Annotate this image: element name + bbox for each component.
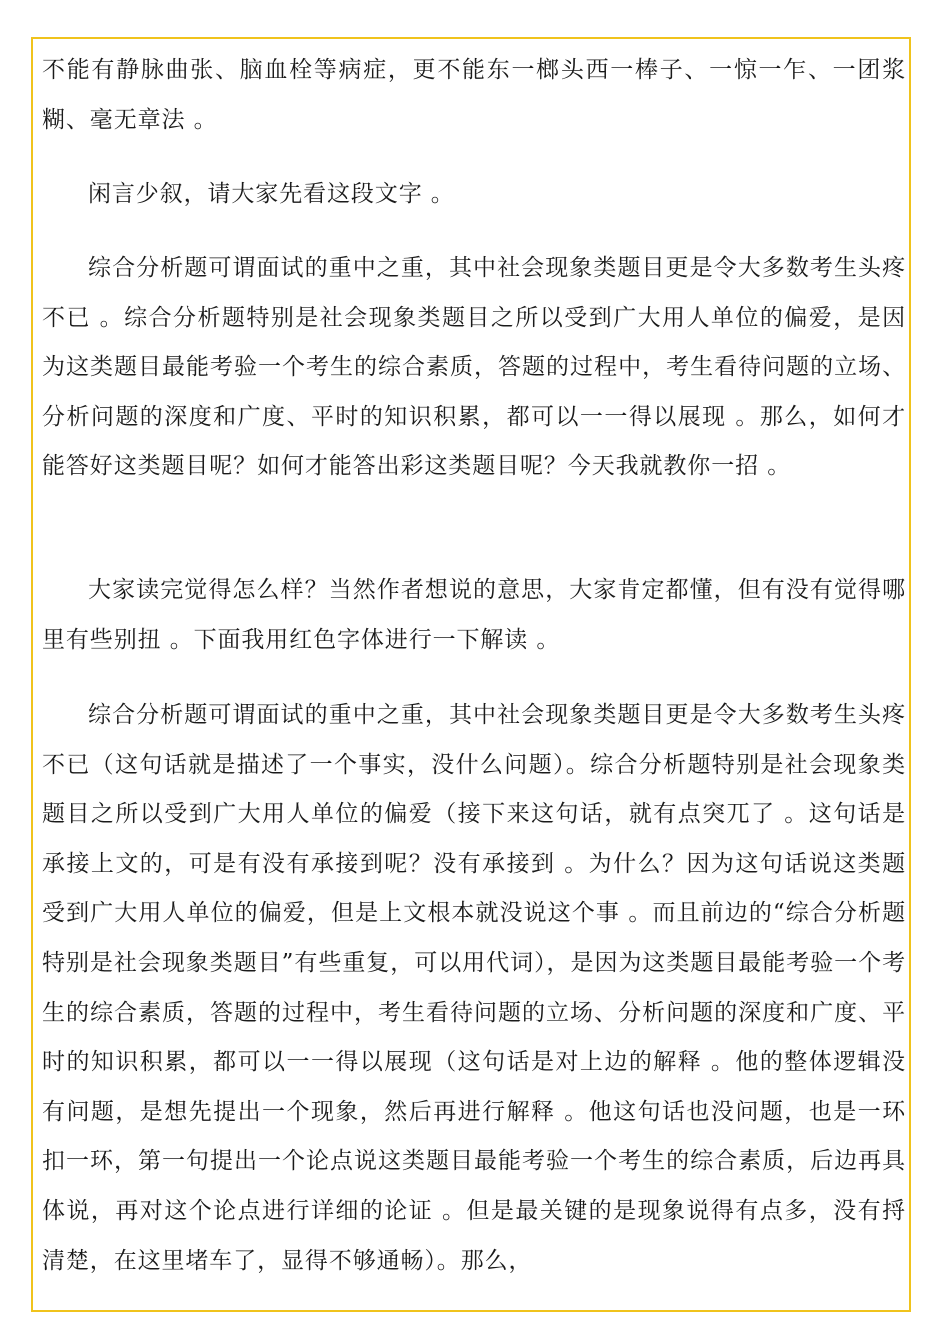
body-text: 综合分析题可谓面试的重中之重，其中社会现象类题目更是令大多数考生头疼不已（这句话就是描述了一个事实，没什么问题）。综合分析题特别是社会现象类题目之所以受到广大用人单位的偏爱（接下来这句话，就有点突兀了 。这句话是承接上文的，可是有没有承接到呢？没有承接到 。为什么？因为这句话说这类题受到广大用人单位的偏爱，但是上文根本就没说这个事 。而且前边的“综合分析题特别是社会现象类题目”有些重复，可以用代词），是因为这类题目最能考验一个考生的综合素质，答题的过程中，考生看待问题的立场、分析问题的深度和广度、平时的知识积累，都可以一一得以展现（这句话是对上边的解释 。他的整体逻辑没有问题，是想先提出一个现象，然后再进行解释 。他这句话也没问题，也是一环扣一环，第一句提出一个论点说这类题目最能考验一个考生的综合素质，后边再具体说，再对这个论点进行详细的论证 。但是最关键的是现象说得有点多，没有捋清楚，在这里堵车了，显得不够通畅）。那么， (42, 702, 906, 1274)
paragraph-intro (42, 170, 906, 220)
paragraph-question (42, 566, 906, 665)
body-text: 不能有静脉曲张、脑血栓等病症，更不能东一榔头西一棒子、一惊一乍、一团浆糊、毫无章法 。 (42, 57, 906, 133)
paragraph-sample-text (42, 244, 906, 492)
body-text: 闲言少叙，请大家先看这段文字 。 (88, 181, 455, 207)
body-text: 综合分析题可谓面试的重中之重，其中社会现象类题目更是令大多数考生头疼不已 。综合分析题特别是社会现象类题目之所以受到广大用人单位的偏爱，是因为这类题目最能考验一个考生的综合素质，答题的过程中，考生看待问题的立场、分析问题的深度和广度、平时的知识积累，都可以一一得以展现 。那么，如何才能答好这类题目呢？如何才能答出彩这类题目呢？今天我就教你一招 。 (42, 255, 906, 480)
paragraph-continued (42, 46, 906, 145)
body-text: 大家读完觉得怎么样？当然作者想说的意思，大家肯定都懂，但有没有觉得哪里有些别扭 。下面我用红色字体进行一下解读 。 (42, 577, 906, 653)
paragraph-annotated (42, 691, 906, 1286)
